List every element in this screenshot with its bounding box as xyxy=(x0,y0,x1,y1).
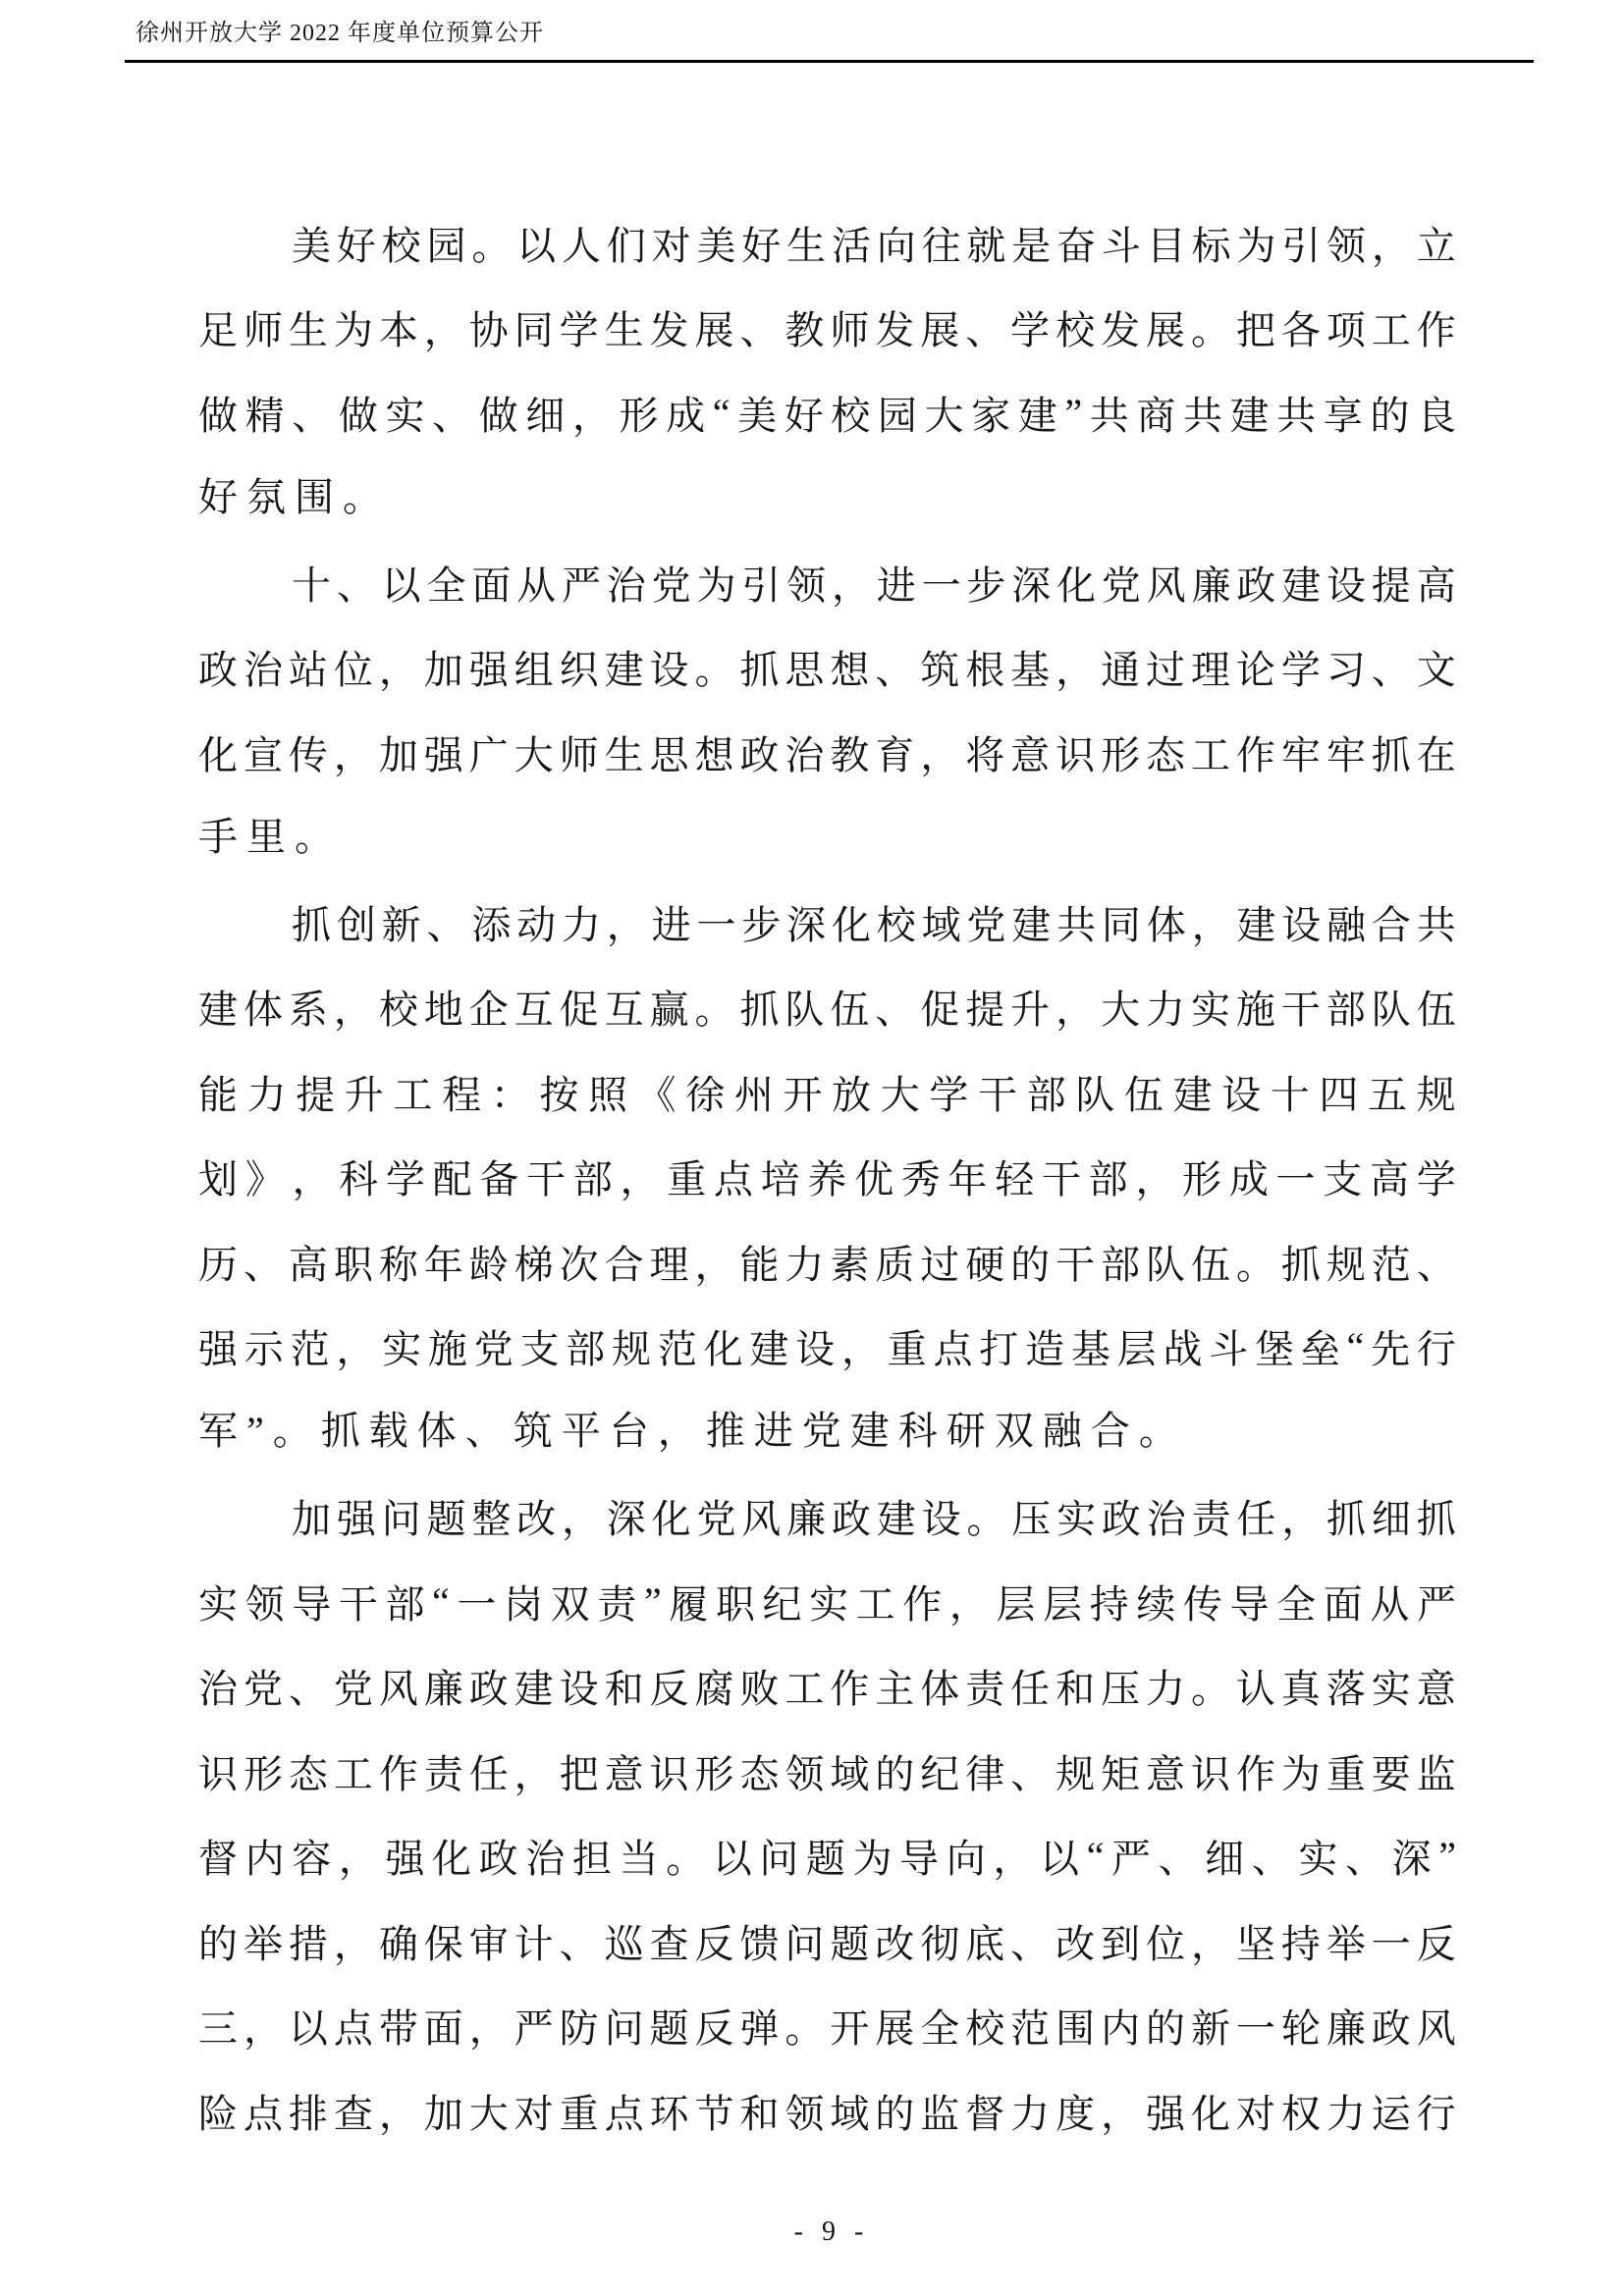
text-line: 的 举 措 ， 确 保 审 计 、 巡 查 反 馈 问 题 改 彻 底 、 改 到 位 ， 坚 持 举 一 反 xyxy=(198,1921,1456,1966)
text-line: 做 精 、 做 实 、 做 细 ， 形 成 “ 美 好 校 园 大 家 建 ” 共 商 共 建 共 享 的 良 xyxy=(198,390,1456,438)
text-line: 手里。 xyxy=(198,814,343,859)
text-line: 政 治 站 位 ， 加 强 组 织 建 设 。 抓 思 想 、 筑 根 基 ， 通 过 理 论 学 习 、 文 xyxy=(198,648,1456,693)
text-line: 险 点 排 查 ， 加 大 对 重 点 环 节 和 领 域 的 监 督 力 度 ， 强 化 对 权 力 运 行 xyxy=(198,2091,1456,2136)
text-line: 督 内 容 ， 强 化 政 治 担 当 。 以 问 题 为 导 向 ， 以 “ 严 、 细 、 实 、 深 ” xyxy=(198,1834,1456,1882)
header-title: 徐州开放大学 2022 年度单位预算公开 xyxy=(135,21,544,46)
text-line: 加 强 问 题 整 改 ， 深 化 党 风 廉 政 建 设 。 压 实 政 治 责 任 ， 抓 细 抓 xyxy=(292,1497,1456,1542)
text-line: 建 体 系 ， 校 地 企 互 促 互 赢 。 抓 队 伍 、 促 提 升 ， 大 力 实 施 干 部 队 伍 xyxy=(198,988,1456,1033)
text-line: 化 宣 传 ， 加 强 广 大 师 生 思 想 政 治 教 育 ， 将 意 识 形 态 工 作 牢 牢 抓 在 xyxy=(198,732,1456,777)
text-line: 治 党 、 党 风 廉 政 建 设 和 反 腐 败 工 作 主 体 责 任 和 压 力 。 认 真 落 实 意 xyxy=(198,1667,1456,1712)
header-rule xyxy=(125,60,1534,63)
text-line: 足 师 生 为 本 ， 协 同 学 生 发 展 、 教 师 发 展 、 学 校 发 展 。 把 各 项 工 作 xyxy=(198,308,1456,353)
page-footer xyxy=(0,2216,1624,2248)
document-body xyxy=(198,200,1456,2154)
text-line: 划 》 ， 科 学 配 备 干 部 ， 重 点 培 养 优 秀 年 轻 干 部 ， 形 成 一 支 高 学 xyxy=(198,1157,1456,1202)
page-number: - 9 - xyxy=(793,2216,870,2247)
text-line: 好氛围。 xyxy=(198,474,391,519)
text-line: 能 力 提 升 工 程 ： 按 照 《 徐 州 开 放 大 学 干 部 队 伍 建 设 十 四 五 规 xyxy=(198,1072,1456,1117)
text-line: 强 示 范 ， 实 施 党 支 部 规 范 化 建 设 ， 重 点 打 造 基 层 战 斗 堡 垒 “ 先 行 xyxy=(198,1324,1456,1372)
text-line: 识 形 态 工 作 责 任 ， 把 意 识 形 态 领 域 的 纪 律 、 规 矩 意 识 作 为 重 要 监 xyxy=(198,1751,1456,1796)
text-line: 抓 创 新 、 添 动 力 ， 进 一 步 深 化 校 域 党 建 共 同 体 ， 建 设 融 合 共 xyxy=(292,902,1456,947)
text-line: 三 ， 以 点 带 面 ， 严 防 问 题 反 弹 。 开 展 全 校 范 围 内 的 新 一 轮 廉 政 风 xyxy=(198,2006,1456,2052)
text-line: 美 好 校 园 。 以 人 们 对 美 好 生 活 向 往 就 是 奋 斗 目 标 为 引 领 ， 立 xyxy=(292,223,1456,268)
text-line: 十 、 以 全 面 从 严 治 党 为 引 领 ， 进 一 步 深 化 党 风 廉 政 建 设 提 高 xyxy=(292,562,1456,608)
text-line: 历 、 高 职 称 年 龄 梯 次 合 理 ， 能 力 素 质 过 硬 的 干 部 队 伍 。 抓 规 范 、 xyxy=(198,1242,1456,1287)
text-line: 军”。抓载体、筑平台，推进党建科研双融合。 xyxy=(198,1409,1187,1453)
text-line: 实 领 导 干 部 “ 一 岗 双 责 ” 履 职 纪 实 工 作 ， 层 层 持 续 传 导 全 面 从 严 xyxy=(198,1578,1456,1627)
